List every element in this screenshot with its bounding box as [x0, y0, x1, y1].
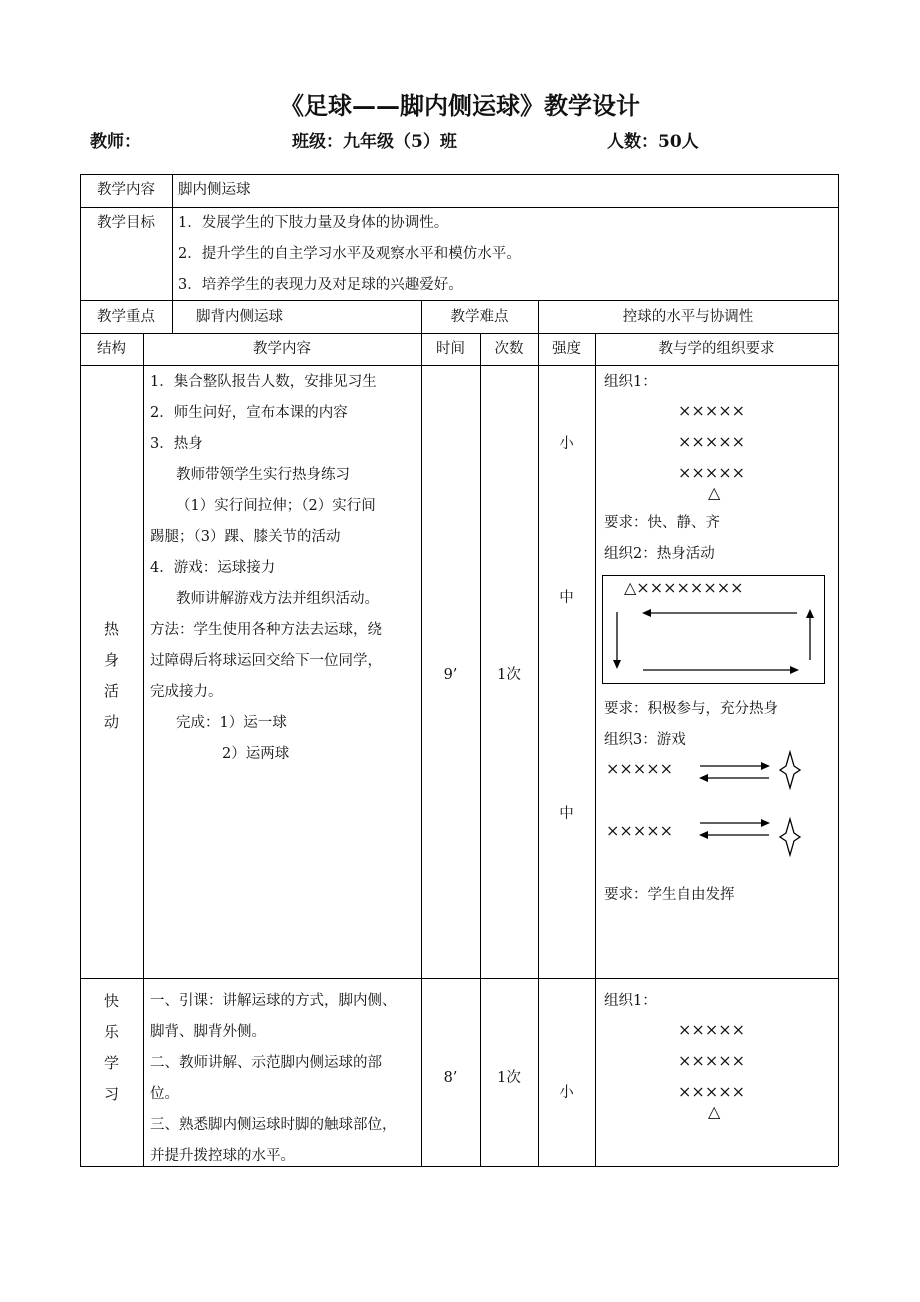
- requirement-3: 要求：学生自由发挥: [604, 887, 735, 903]
- col-org: 教与学的组织要求: [658, 341, 775, 357]
- requirement-1: 要求：快、静、齐: [604, 515, 720, 531]
- content-line: 2．师生问好，宣布本课的内容: [150, 405, 348, 421]
- requirement-2: 要求：积极参与，充分热身: [604, 701, 778, 717]
- structure-char: 乐: [103, 1023, 119, 1041]
- intensity-value: 小: [559, 436, 574, 452]
- times-value: 1次: [497, 667, 521, 683]
- col-time: 时间: [436, 341, 465, 357]
- student-formation-row: ×××××: [678, 1082, 746, 1101]
- content-line: 踢腿；（3）踝、膝关节的活动: [150, 529, 341, 545]
- org1-label: 组织1：: [604, 993, 657, 1009]
- structure-char: 动: [103, 713, 119, 731]
- content-line: 二、教师讲解、示范脚内侧运球的部: [150, 1055, 382, 1071]
- org1-label: 组织1：: [604, 374, 657, 390]
- content-line: 完成接力。: [150, 684, 223, 700]
- structure-char: 学: [103, 1054, 119, 1072]
- content-line: 3．热身: [150, 436, 203, 452]
- structure-char: 活: [103, 682, 119, 700]
- structure-char: 快: [103, 992, 119, 1010]
- teacher-label: 教师：: [90, 132, 141, 152]
- teacher-triangle-icon: △: [708, 483, 721, 502]
- time-value: 9’: [443, 667, 458, 683]
- warmup-formation-line: △××××××××: [624, 578, 744, 597]
- col-intensity: 强度: [552, 341, 581, 357]
- student-formation-row: ×××××: [678, 401, 746, 420]
- key-value: 脚背内侧运球: [196, 309, 283, 325]
- student-formation-row: ×××××: [678, 463, 746, 482]
- col-structure: 结构: [97, 341, 126, 357]
- org3-label: 组织3：游戏: [604, 732, 686, 748]
- col-times: 次数: [494, 341, 524, 357]
- document-title: 《足球——脚内侧运球》教学设计: [280, 91, 640, 120]
- relay-formation-row: ×××××: [606, 821, 674, 840]
- goal-item: 2．提升学生的自主学习水平及观察水平和模仿水平。: [178, 246, 521, 262]
- intensity-value: 中: [559, 590, 574, 606]
- content-line: 位。: [150, 1086, 179, 1102]
- structure-char: 身: [103, 651, 119, 669]
- content-line: 并提升拨控球的水平。: [150, 1148, 295, 1164]
- content-line: 4．游戏：运球接力: [150, 560, 276, 576]
- content-line: 1．集合整队报告人数，安排见习生: [150, 374, 377, 390]
- content-line: 教师讲解游戏方法并组织活动。: [176, 591, 379, 607]
- student-formation-row: ×××××: [678, 432, 746, 451]
- content-line: 教师带领学生实行热身练习: [176, 467, 350, 483]
- student-formation-row: ×××××: [678, 1020, 746, 1039]
- key-label: 教学重点: [97, 309, 155, 325]
- teacher-triangle-icon: △: [708, 1102, 721, 1121]
- student-formation-row: ×××××: [678, 1051, 746, 1070]
- content-value: 脚内侧运球: [178, 182, 251, 198]
- structure-char: 热: [103, 620, 119, 638]
- intensity-value: 中: [559, 806, 574, 822]
- difficulty-value: 控球的水平与协调性: [622, 309, 754, 325]
- time-value: 8’: [443, 1070, 458, 1086]
- times-value: 1次: [497, 1070, 521, 1086]
- intensity-value: 小: [559, 1085, 574, 1101]
- content-line: 方法：学生使用各种方法去运球，绕: [150, 622, 382, 638]
- student-count: 人数：50人: [607, 132, 699, 152]
- structure-char: 习: [103, 1085, 119, 1103]
- relay-formation-row: ×××××: [606, 759, 674, 778]
- content-line: 脚背、脚背外侧。: [150, 1024, 266, 1040]
- content-line: （1）实行间拉伸；（2）实行间: [176, 498, 376, 514]
- content-label: 教学内容: [97, 182, 155, 198]
- content-line: 过障碍后将球运回交给下一位同学，: [150, 653, 382, 669]
- content-line: 一、引课：讲解运球的方式，脚内侧、: [150, 993, 397, 1009]
- goal-item: 1．发展学生的下肢力量及身体的协调性。: [178, 215, 449, 231]
- org2-label: 组织2：热身活动: [604, 546, 715, 562]
- class-label: 班级：九年级（5）班: [292, 132, 457, 152]
- content-line: 三、熟悉脚内侧运球时脚的触球部位，: [150, 1117, 397, 1133]
- goal-label: 教学目标: [97, 215, 155, 231]
- content-line: 完成：1）运一球: [176, 715, 287, 731]
- difficulty-label: 教学难点: [450, 309, 509, 325]
- goal-item: 3．培养学生的表现力及对足球的兴趣爱好。: [178, 277, 463, 293]
- content-line: 2）运两球: [222, 746, 290, 762]
- col-content: 教学内容: [253, 341, 311, 357]
